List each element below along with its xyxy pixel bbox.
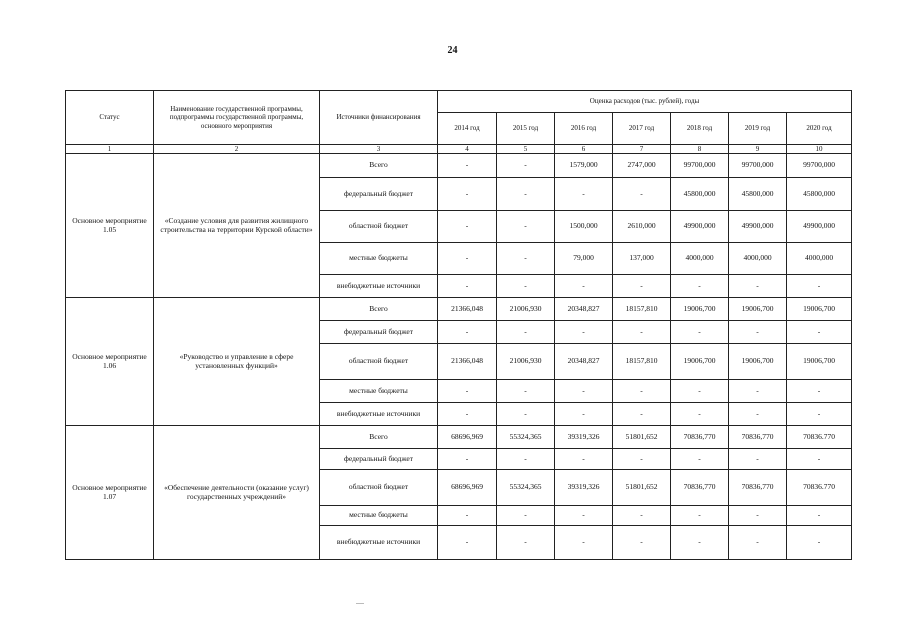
amount-cell: 1579,000 bbox=[555, 154, 613, 178]
amount-cell: - bbox=[787, 321, 852, 344]
amount-cell: - bbox=[555, 449, 613, 470]
amount-cell: - bbox=[438, 242, 497, 274]
amount-cell: - bbox=[438, 321, 497, 344]
amount-cell: - bbox=[497, 505, 555, 526]
amount-cell: 70836,770 bbox=[729, 426, 787, 449]
amount-cell: - bbox=[787, 526, 852, 560]
amount-cell: 21366,048 bbox=[438, 344, 497, 380]
amount-cell: 2747,000 bbox=[613, 154, 671, 178]
funding-source-cell: областной бюджет bbox=[320, 469, 438, 505]
amount-cell: 68696,969 bbox=[438, 426, 497, 449]
amount-cell: - bbox=[555, 178, 613, 210]
amount-cell: - bbox=[497, 321, 555, 344]
amount-cell: - bbox=[438, 379, 497, 402]
amount-cell: 2610,000 bbox=[613, 210, 671, 242]
amount-cell: 21006,930 bbox=[497, 298, 555, 321]
amount-cell: - bbox=[729, 526, 787, 560]
amount-cell: 70836,770 bbox=[671, 426, 729, 449]
amount-cell: 51801,652 bbox=[613, 426, 671, 449]
column-index: 9 bbox=[729, 145, 787, 154]
funding-source-cell: Всего bbox=[320, 426, 438, 449]
amount-cell: - bbox=[555, 275, 613, 298]
amount-cell: - bbox=[438, 178, 497, 210]
amount-cell: - bbox=[729, 379, 787, 402]
name-header: Наименование государственной программы, подпрограммы государственной программы, основного мероприятия bbox=[154, 91, 320, 145]
amount-cell: - bbox=[555, 526, 613, 560]
amount-cell: 19006,700 bbox=[787, 298, 852, 321]
measure-name-cell: «Создание условия для развития жилищного строительства на территории Курской области» bbox=[154, 154, 320, 298]
amount-cell: - bbox=[729, 403, 787, 426]
funding-source-cell: внебюджетные источники bbox=[320, 403, 438, 426]
amount-cell: - bbox=[729, 321, 787, 344]
amount-cell: 1500,000 bbox=[555, 210, 613, 242]
amount-cell: - bbox=[438, 275, 497, 298]
amount-cell: - bbox=[671, 526, 729, 560]
funding-source-cell: федеральный бюджет bbox=[320, 449, 438, 470]
column-index: 7 bbox=[613, 145, 671, 154]
column-index: 2 bbox=[154, 145, 320, 154]
year-header: 2014 год bbox=[438, 113, 497, 145]
amount-cell: - bbox=[787, 275, 852, 298]
amount-cell: - bbox=[555, 379, 613, 402]
year-header: 2020 год bbox=[787, 113, 852, 145]
column-index: 1 bbox=[66, 145, 154, 154]
amount-cell: - bbox=[787, 505, 852, 526]
year-header: 2016 год bbox=[555, 113, 613, 145]
column-index: 8 bbox=[671, 145, 729, 154]
amount-cell: - bbox=[497, 242, 555, 274]
amount-cell: 18157,810 bbox=[613, 344, 671, 380]
budget-table bbox=[65, 90, 852, 560]
amount-cell: - bbox=[671, 449, 729, 470]
measure-name-cell: «Руководство и управление в сфере установленных функций» bbox=[154, 298, 320, 426]
amount-cell: 79,000 bbox=[555, 242, 613, 274]
column-index: 6 bbox=[555, 145, 613, 154]
scan-mark bbox=[356, 603, 364, 604]
amount-cell: - bbox=[787, 379, 852, 402]
amount-cell: - bbox=[438, 449, 497, 470]
column-index: 5 bbox=[497, 145, 555, 154]
year-header: 2017 год bbox=[613, 113, 671, 145]
amount-cell: - bbox=[497, 275, 555, 298]
amount-cell: - bbox=[438, 505, 497, 526]
amount-cell: - bbox=[555, 403, 613, 426]
amount-cell: - bbox=[497, 403, 555, 426]
year-header: 2019 год bbox=[729, 113, 787, 145]
amount-cell: 99700,000 bbox=[729, 154, 787, 178]
amount-cell: - bbox=[729, 449, 787, 470]
amount-cell: 18157,810 bbox=[613, 298, 671, 321]
amount-cell: - bbox=[729, 505, 787, 526]
page-number: 24 bbox=[447, 45, 458, 56]
funding-source-cell: внебюджетные источники bbox=[320, 526, 438, 560]
year-header: 2018 год bbox=[671, 113, 729, 145]
amount-cell: - bbox=[438, 210, 497, 242]
amount-cell: 39319,326 bbox=[555, 469, 613, 505]
amount-cell: - bbox=[613, 526, 671, 560]
amount-cell: 4000,000 bbox=[729, 242, 787, 274]
amount-cell: 45800,000 bbox=[671, 178, 729, 210]
amount-cell: - bbox=[438, 403, 497, 426]
funding-source-cell: федеральный бюджет bbox=[320, 178, 438, 210]
amount-cell: 68696,969 bbox=[438, 469, 497, 505]
amount-cell: 20348,827 bbox=[555, 344, 613, 380]
table-row bbox=[66, 298, 852, 321]
amount-cell: - bbox=[613, 449, 671, 470]
amount-cell: 20348,827 bbox=[555, 298, 613, 321]
amount-cell: 19006,700 bbox=[729, 344, 787, 380]
amount-cell: 70836,770 bbox=[671, 469, 729, 505]
funding-source-cell: Всего bbox=[320, 154, 438, 178]
amount-cell: - bbox=[729, 275, 787, 298]
amount-cell: 49900,000 bbox=[671, 210, 729, 242]
amount-cell: - bbox=[497, 210, 555, 242]
amount-cell: - bbox=[613, 275, 671, 298]
amount-cell: - bbox=[613, 505, 671, 526]
status-header: Статус bbox=[66, 91, 154, 145]
amount-cell: - bbox=[497, 449, 555, 470]
funding-source-cell: федеральный бюджет bbox=[320, 321, 438, 344]
amount-cell: 70836,770 bbox=[729, 469, 787, 505]
funding-source-cell: внебюджетные источники bbox=[320, 275, 438, 298]
amount-cell: 19006,700 bbox=[729, 298, 787, 321]
funding-source-cell: местные бюджеты bbox=[320, 242, 438, 274]
amount-cell: 99700,000 bbox=[787, 154, 852, 178]
amount-cell: 49900,000 bbox=[787, 210, 852, 242]
status-cell: Основное мероприятие 1.06 bbox=[66, 298, 154, 426]
sources-header: Источники финансирования bbox=[320, 91, 438, 145]
amount-cell: 21006,930 bbox=[497, 344, 555, 380]
status-cell: Основное мероприятие 1.07 bbox=[66, 426, 154, 560]
amount-cell: 55324,365 bbox=[497, 426, 555, 449]
amount-cell: - bbox=[438, 154, 497, 178]
amount-cell: - bbox=[671, 275, 729, 298]
amount-cell: - bbox=[497, 379, 555, 402]
funding-source-cell: областной бюджет bbox=[320, 344, 438, 380]
amount-cell: 21366,048 bbox=[438, 298, 497, 321]
amount-cell: - bbox=[497, 526, 555, 560]
amount-cell: - bbox=[671, 321, 729, 344]
amount-cell: - bbox=[671, 505, 729, 526]
amount-cell: 4000,000 bbox=[671, 242, 729, 274]
amount-cell: 19006,700 bbox=[671, 298, 729, 321]
amount-cell: - bbox=[787, 403, 852, 426]
amount-cell: - bbox=[497, 154, 555, 178]
amount-cell: - bbox=[613, 178, 671, 210]
amount-cell: 99700,000 bbox=[671, 154, 729, 178]
status-cell: Основное мероприятие 1.05 bbox=[66, 154, 154, 298]
amount-cell: 45800,000 bbox=[729, 178, 787, 210]
amount-cell: 19006,700 bbox=[671, 344, 729, 380]
amount-cell: - bbox=[555, 505, 613, 526]
amount-cell: - bbox=[555, 321, 613, 344]
funding-source-cell: Всего bbox=[320, 298, 438, 321]
funding-source-cell: местные бюджеты bbox=[320, 379, 438, 402]
amount-cell: 49900,000 bbox=[729, 210, 787, 242]
funding-source-cell: местные бюджеты bbox=[320, 505, 438, 526]
amount-cell: - bbox=[438, 526, 497, 560]
column-index: 10 bbox=[787, 145, 852, 154]
column-index-row bbox=[66, 145, 852, 154]
amount-cell: 45800,000 bbox=[787, 178, 852, 210]
table-row bbox=[66, 426, 852, 449]
amount-cell: 51801,652 bbox=[613, 469, 671, 505]
amount-cell: 39319,326 bbox=[555, 426, 613, 449]
year-header: 2015 год bbox=[497, 113, 555, 145]
amount-cell: - bbox=[613, 379, 671, 402]
amount-cell: 70836.770 bbox=[787, 426, 852, 449]
amount-cell: - bbox=[671, 379, 729, 402]
amount-cell: - bbox=[613, 403, 671, 426]
amount-cell: - bbox=[787, 449, 852, 470]
column-index: 4 bbox=[438, 145, 497, 154]
amount-cell: 137,000 bbox=[613, 242, 671, 274]
amount-cell: - bbox=[613, 321, 671, 344]
amount-cell: 55324,365 bbox=[497, 469, 555, 505]
amount-cell: - bbox=[671, 403, 729, 426]
amount-cell: 19006,700 bbox=[787, 344, 852, 380]
funding-source-cell: областной бюджет bbox=[320, 210, 438, 242]
measure-name-cell: «Обеспечение деятельности (оказание услуг) государственных учреждений» bbox=[154, 426, 320, 560]
amount-cell: 70836.770 bbox=[787, 469, 852, 505]
column-index: 3 bbox=[320, 145, 438, 154]
amount-cell: 4000,000 bbox=[787, 242, 852, 274]
amount-cell: - bbox=[497, 178, 555, 210]
table-row bbox=[66, 154, 852, 178]
spending-header: Оценка расходов (тыс. рублей), годы bbox=[438, 91, 852, 113]
